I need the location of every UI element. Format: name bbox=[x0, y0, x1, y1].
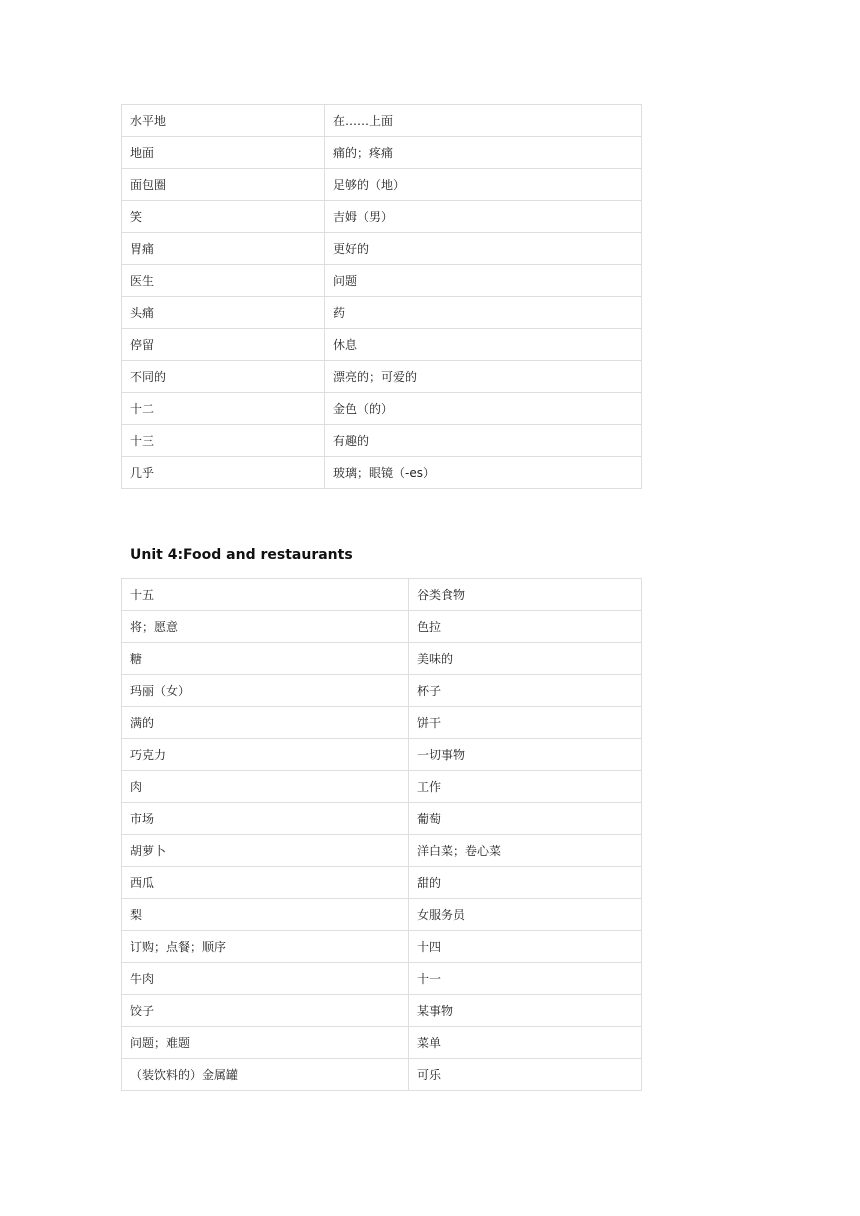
table-cell-right: 可乐 bbox=[409, 1059, 642, 1091]
table-cell-right: 金色（的） bbox=[325, 393, 642, 425]
table-cell-right: 美味的 bbox=[409, 643, 642, 675]
table-row bbox=[122, 675, 642, 707]
unit4-heading: Unit 4:Food and restaurants bbox=[130, 547, 353, 563]
table-row bbox=[122, 457, 642, 489]
table-cell-left: 几乎 bbox=[122, 457, 325, 489]
table-cell-left: 玛丽（女） bbox=[122, 675, 409, 707]
table-row bbox=[122, 425, 642, 457]
table-cell-left: 问题；难题 bbox=[122, 1027, 409, 1059]
table-row bbox=[122, 169, 642, 201]
table-row bbox=[122, 707, 642, 739]
table-cell-right: 色拉 bbox=[409, 611, 642, 643]
table-cell-right: 药 bbox=[325, 297, 642, 329]
table-row bbox=[122, 233, 642, 265]
table-cell-left: 胃痛 bbox=[122, 233, 325, 265]
table-cell-right: 痛的；疼痛 bbox=[325, 137, 642, 169]
table-cell-left: 停留 bbox=[122, 329, 325, 361]
table-cell-left: 西瓜 bbox=[122, 867, 409, 899]
table-row bbox=[122, 899, 642, 931]
table-cell-left: 十二 bbox=[122, 393, 325, 425]
table-row bbox=[122, 201, 642, 233]
table-cell-right: 甜的 bbox=[409, 867, 642, 899]
vocabulary-table-unit4-body bbox=[122, 579, 642, 1091]
table-cell-right: 谷类食物 bbox=[409, 579, 642, 611]
table-cell-left: 肉 bbox=[122, 771, 409, 803]
table-cell-right: 休息 bbox=[325, 329, 642, 361]
table-row bbox=[122, 579, 642, 611]
table-row bbox=[122, 867, 642, 899]
table-row bbox=[122, 1059, 642, 1091]
table-row bbox=[122, 297, 642, 329]
table-cell-left: 牛肉 bbox=[122, 963, 409, 995]
table-row bbox=[122, 835, 642, 867]
table-row bbox=[122, 739, 642, 771]
table-row bbox=[122, 995, 642, 1027]
table-row bbox=[122, 361, 642, 393]
table-cell-right: 足够的（地） bbox=[325, 169, 642, 201]
table-cell-left: 医生 bbox=[122, 265, 325, 297]
table-cell-left: 头痛 bbox=[122, 297, 325, 329]
table-cell-left: 笑 bbox=[122, 201, 325, 233]
table-cell-right: 更好的 bbox=[325, 233, 642, 265]
table-cell-right: 吉姆（男） bbox=[325, 201, 642, 233]
vocabulary-table-1 bbox=[121, 104, 642, 489]
table-cell-right: 饼干 bbox=[409, 707, 642, 739]
table-cell-left: 饺子 bbox=[122, 995, 409, 1027]
table-row bbox=[122, 931, 642, 963]
table-row bbox=[122, 393, 642, 425]
table-cell-left: 订购；点餐；顺序 bbox=[122, 931, 409, 963]
table-cell-left: 十五 bbox=[122, 579, 409, 611]
table-cell-left: 面包圈 bbox=[122, 169, 325, 201]
table-cell-left: 满的 bbox=[122, 707, 409, 739]
table-row bbox=[122, 771, 642, 803]
table-cell-right: 杯子 bbox=[409, 675, 642, 707]
table-cell-right: 玻璃；眼镜（-es） bbox=[325, 457, 642, 489]
table-cell-right: 葡萄 bbox=[409, 803, 642, 835]
table-cell-left: 梨 bbox=[122, 899, 409, 931]
table-row bbox=[122, 137, 642, 169]
table-cell-left: 十三 bbox=[122, 425, 325, 457]
table-cell-right: 菜单 bbox=[409, 1027, 642, 1059]
table-row bbox=[122, 329, 642, 361]
table-cell-left: 将；愿意 bbox=[122, 611, 409, 643]
table-cell-left: （装饮料的）金属罐 bbox=[122, 1059, 409, 1091]
table-cell-right: 漂亮的；可爱的 bbox=[325, 361, 642, 393]
table-cell-right: 问题 bbox=[325, 265, 642, 297]
table-cell-right: 十四 bbox=[409, 931, 642, 963]
table-row bbox=[122, 963, 642, 995]
table-cell-left: 地面 bbox=[122, 137, 325, 169]
table-cell-left: 糖 bbox=[122, 643, 409, 675]
table-row bbox=[122, 105, 642, 137]
table-row bbox=[122, 611, 642, 643]
table-cell-left: 巧克力 bbox=[122, 739, 409, 771]
table-cell-right: 在……上面 bbox=[325, 105, 642, 137]
table-cell-right: 一切事物 bbox=[409, 739, 642, 771]
table-cell-left: 胡萝卜 bbox=[122, 835, 409, 867]
table-cell-right: 某事物 bbox=[409, 995, 642, 1027]
table-row bbox=[122, 643, 642, 675]
table-cell-right: 女服务员 bbox=[409, 899, 642, 931]
table-row bbox=[122, 265, 642, 297]
table-row bbox=[122, 803, 642, 835]
vocabulary-table-unit4 bbox=[121, 578, 642, 1091]
table-row bbox=[122, 1027, 642, 1059]
table-cell-right: 洋白菜；卷心菜 bbox=[409, 835, 642, 867]
table-cell-right: 有趣的 bbox=[325, 425, 642, 457]
table-cell-left: 不同的 bbox=[122, 361, 325, 393]
table-cell-right: 工作 bbox=[409, 771, 642, 803]
table-cell-left: 水平地 bbox=[122, 105, 325, 137]
table-cell-right: 十一 bbox=[409, 963, 642, 995]
vocabulary-table-1-body bbox=[122, 105, 642, 489]
table-cell-left: 市场 bbox=[122, 803, 409, 835]
